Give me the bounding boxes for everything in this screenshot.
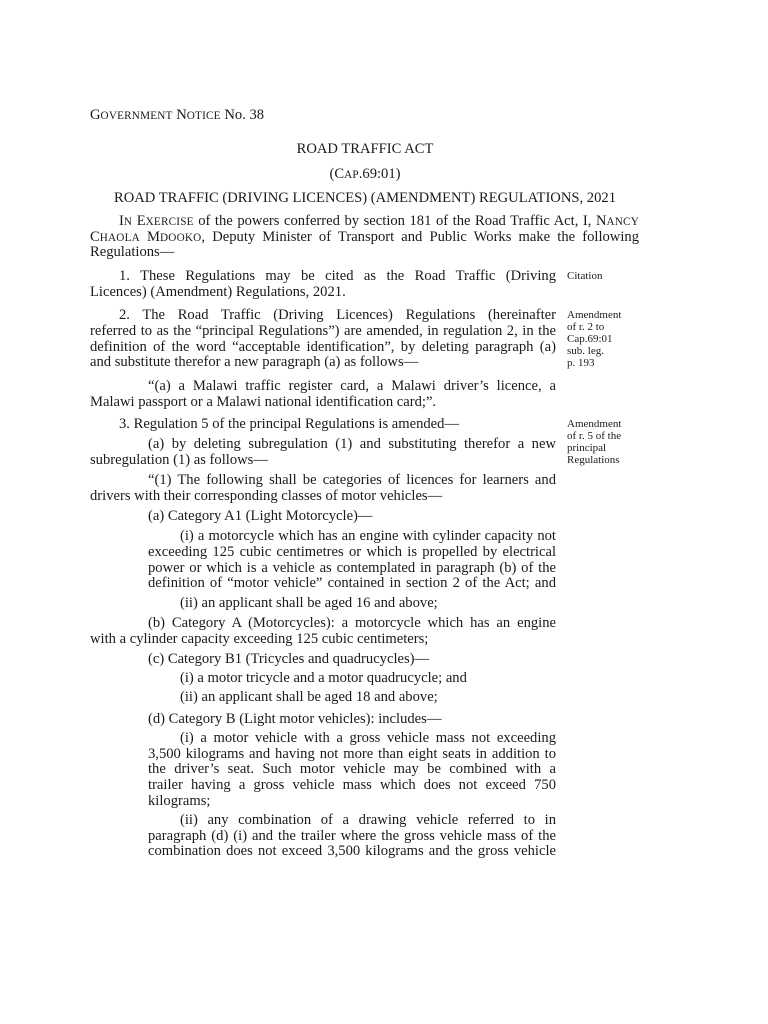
category-a1-i-3: power or which is a vehicle as contemplated in paragraph (b) of the [148,560,556,576]
category-a1-i-2: exceeding 125 cubic centimetres or which is propelled by electrical [148,544,556,560]
reg3-sub-1: “(1) The following shall be categories of licences for learners and [148,472,556,488]
reg2-line-1: 2. The Road Traffic (Driving Licences) Regulations (hereinafter [119,307,556,323]
reg2-line-4: and substitute therefor a new paragraph (a) as follows— [90,354,419,370]
reg3-line-1: 3. Regulation 5 of the principal Regulations is amended— [119,416,460,432]
act-title: ROAD TRAFFIC ACT [296,141,434,157]
category-b1-heading: (c) Category B1 (Tricycles and quadrucycles)— [148,651,430,667]
margin-note-amend-r5-a: Amendment [567,418,622,430]
category-b-heading: (d) Category B (Light motor vehicles): includes— [148,711,442,727]
category-a-line-1: (b) Category A (Motorcycles): a motorcycle which has an engine [148,615,556,631]
margin-note-amend-r5-c: principal [567,442,607,454]
reg2-quote-1: “(a) a Malawi traffic register card, a Malawi driver’s licence, a [148,378,556,394]
government-notice-number: GOVERNMENT NOTICE No. 38 [90,107,265,123]
category-b-i-2: 3,500 kilograms and having not more than eight seats in addition to [148,746,556,762]
category-a1-heading: (a) Category A1 (Light Motorcycle)— [148,508,373,524]
margin-note-amend-r2-b: of r. 2 to [567,321,605,333]
category-b1-ii: (ii) an applicant shall be aged 18 and above; [180,689,438,705]
category-b-i-3: the driver’s seat. Such motor vehicle may be combined with a [148,761,556,777]
margin-note-amend-r5-d: Regulations [567,454,620,466]
margin-note-amend-r5-b: of r. 5 of the [567,430,622,442]
preamble-line-1: IN EXERCISE of the powers conferred by section 181 of the Road Traffic Act, I, NANCY [119,213,639,229]
regulations-title: ROAD TRAFFIC (DRIVING LICENCES) (AMENDMENT) REGULATIONS, 2021 [114,190,616,206]
category-b-ii-1: (ii) any combination of a drawing vehicle referred to in [180,812,556,828]
reg1-line-2: Licences) (Amendment) Regulations, 2021. [90,284,346,300]
reg2-line-2: referred to as the “principal Regulations”) are amended, in regulation 2, in the [90,323,556,339]
reg3-sub-2: drivers with their corresponding classes of motor vehicles— [90,488,443,504]
margin-note-amend-r2-a: Amendment [567,309,622,321]
reg3-a-line-2: subregulation (1) as follows— [90,452,268,468]
reg3-a-line-1: (a) by deleting subregulation (1) and substituting therefor a new [148,436,556,452]
margin-note-citation: Citation [567,270,603,282]
category-a1-i-1: (i) a motorcycle which has an engine with cylinder capacity not [180,528,556,544]
category-a1-ii: (ii) an applicant shall be aged 16 and above; [180,595,438,611]
category-b1-i: (i) a motor tricycle and a motor quadrucycle; and [180,670,467,686]
reg2-quote-2: Malawi passport or a Malawi national identification card;”. [90,394,437,410]
category-b-i-4: trailer having a gross vehicle mass which does not exceed 750 [148,777,556,793]
category-b-ii-3: combination does not exceed 3,500 kilograms and the gross vehicle [148,843,556,859]
margin-note-amend-r2-c: Cap.69:01 [567,333,613,345]
category-b-ii-2: paragraph (d) (i) and the trailer where the gross vehicle mass of the [148,828,556,844]
preamble-line-3: Regulations— [90,244,175,260]
chapter-reference: (CAP.69:01) [329,166,401,182]
reg2-line-3: definition of the word “acceptable identification”, by deleting paragraph (a) [90,339,556,355]
margin-note-amend-r2-d: sub. leg. [567,345,604,357]
reg1-line-1: 1. These Regulations may be cited as the Road Traffic (Driving [119,268,556,284]
category-a-line-2: with a cylinder capacity exceeding 125 cubic centimeters; [90,631,429,647]
preamble-line-2: CHAOLA MDOOKO, Deputy Minister of Transport and Public Works make the following [90,229,639,245]
category-a1-i-4: definition of “motor vehicle” contained in section 2 of the Act; and [148,575,556,591]
margin-note-amend-r2-e: p. 193 [567,357,595,369]
category-b-i-5: kilograms; [148,793,211,809]
category-b-i-1: (i) a motor vehicle with a gross vehicle mass not exceeding [180,730,556,746]
